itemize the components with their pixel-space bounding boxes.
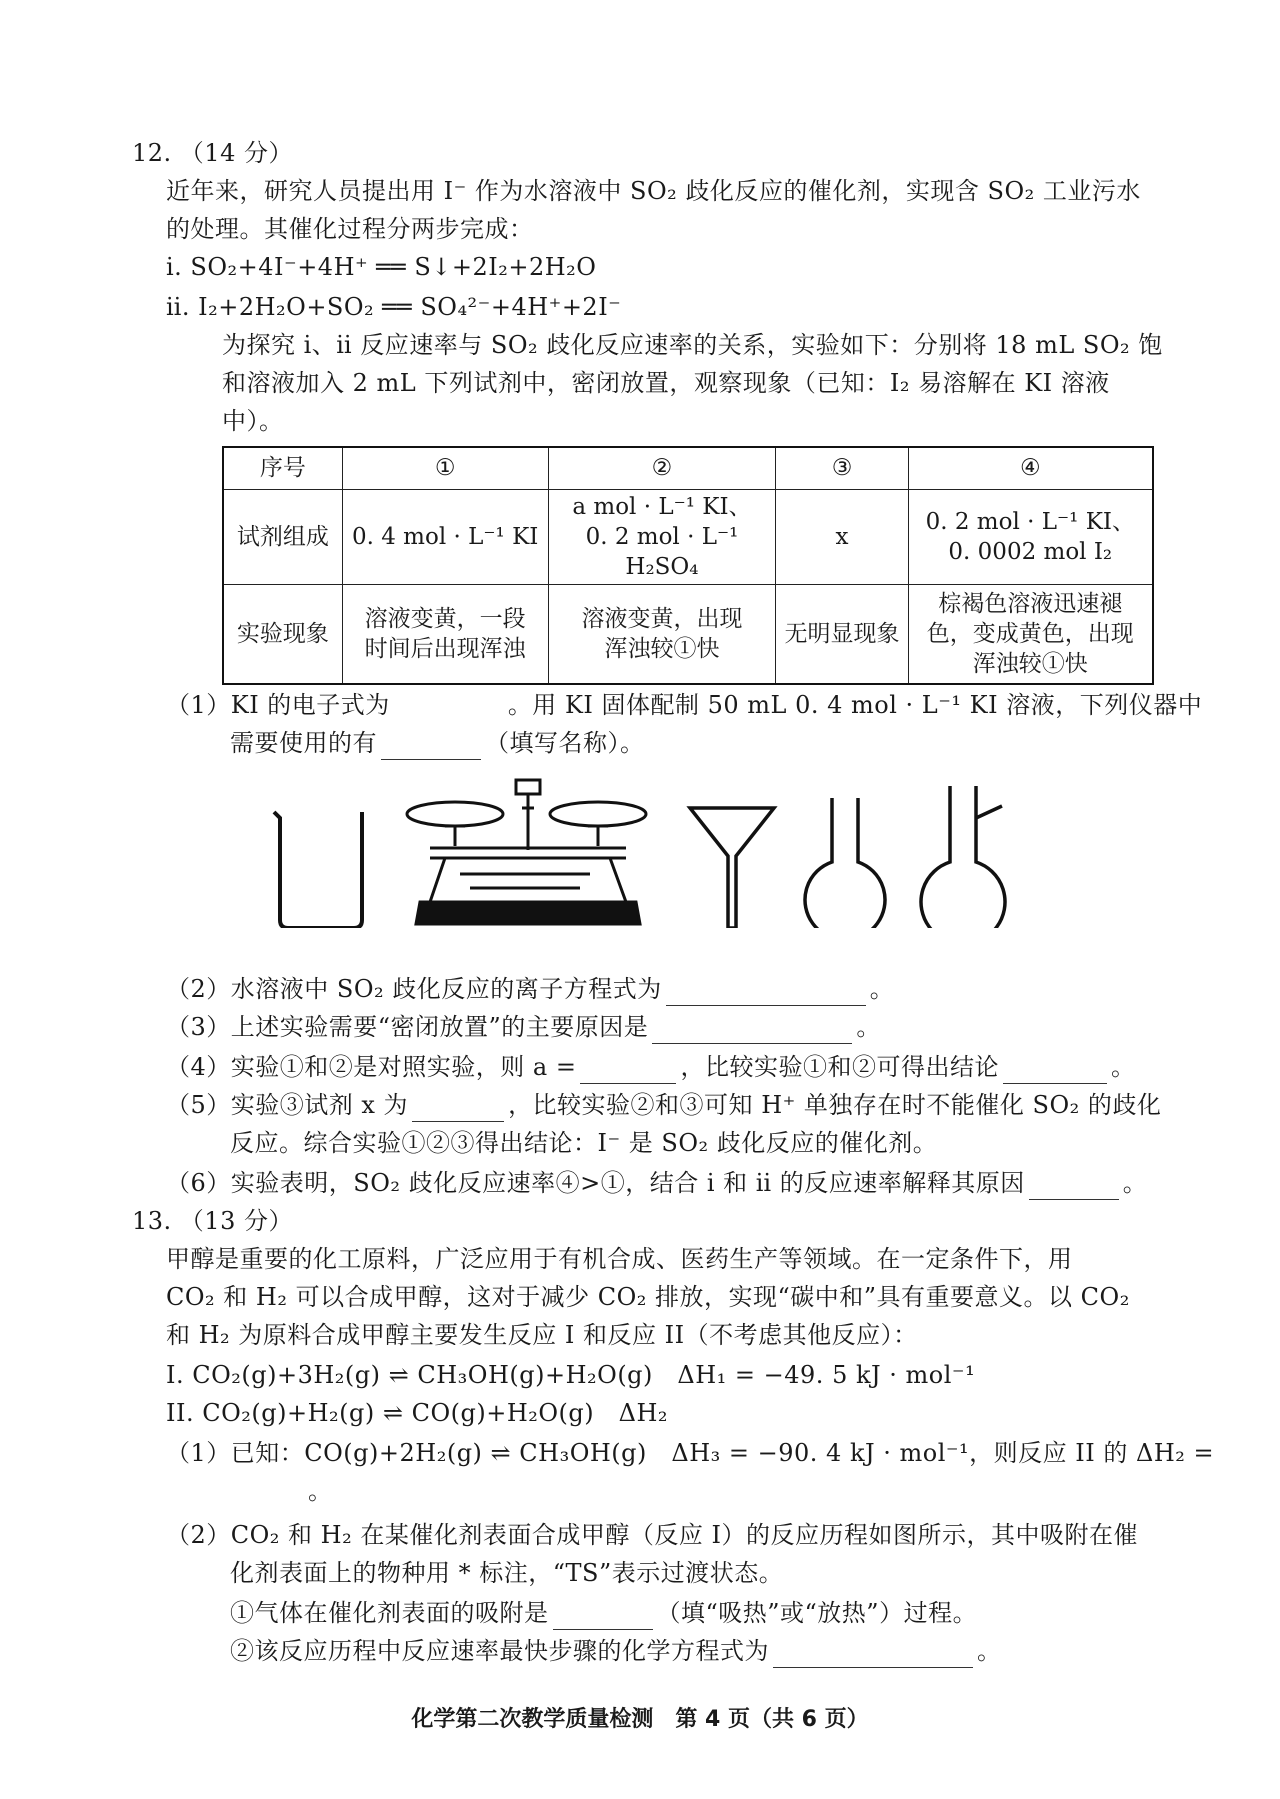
table-row-label: 试剂组成 xyxy=(223,489,342,584)
answer-blank[interactable] xyxy=(412,1095,504,1122)
q12-part4-text-a: （4）实验①和②是对照实验，则 a = xyxy=(166,1053,577,1081)
table-cell: x xyxy=(776,489,908,584)
answer-blank[interactable] xyxy=(580,1057,676,1084)
q12-part2-text: （2）水溶液中 SO₂ 歧化反应的离子方程式为 xyxy=(166,975,662,1003)
q12-intro-line1: 近年来，研究人员提出用 I⁻ 作为水溶液中 SO₂ 歧化反应的催化剂，实现含 SO₂ 工业污水 xyxy=(166,177,1141,205)
table-cell-line: a mol · L⁻¹ KI、 xyxy=(572,493,752,520)
table-cell-line: 色，变成黄色，出现 xyxy=(926,620,1134,647)
period-mark: 。 xyxy=(308,1477,333,1505)
q13-intro-line2: CO₂ 和 H₂ 可以合成甲醇，这对于减少 CO₂ 排放，实现“碳中和”具有重要意义。以 CO₂ xyxy=(166,1283,1130,1311)
period-mark: 。 xyxy=(1122,1169,1148,1197)
table-cell: 无明显现象 xyxy=(776,584,908,684)
page-footer: 化学第二次教学质量检测 第 4 页（共 6 页） xyxy=(411,1707,869,1732)
table-cell-line: 0. 0002 mol I₂ xyxy=(948,538,1113,565)
q12-step-ii: ⅱ. I₂+2H₂O+SO₂ ══ SO₄²⁻+4H⁺+2I⁻ xyxy=(166,293,622,321)
q13-reaction-2: II. CO₂(g)+H₂(g) ⇌ CO(g)+H₂O(g) ΔH₂ xyxy=(166,1399,669,1427)
table-cell-line: 0. 2 mol · L⁻¹ H₂SO₄ xyxy=(585,523,739,580)
period-mark: 。 xyxy=(1110,1053,1136,1081)
q12-part3-text: （3）上述实验需要“密闭放置”的主要原因是 xyxy=(166,1013,649,1041)
table-cell xyxy=(548,584,776,684)
q13-part2-line1: （2）CO₂ 和 H₂ 在某催化剂表面合成甲醇（反应 I）的反应历程如图所示，其中吸附在催 xyxy=(166,1521,1138,1549)
table-header-cell: 序号 xyxy=(223,447,342,489)
q13-part2-sub2-text: ②该反应历程中反应速率最快步骤的化学方程式为 xyxy=(230,1637,769,1665)
table-cell-line: 溶液变黄，一段 xyxy=(364,605,526,632)
table-cell xyxy=(548,489,776,584)
q12-part6 xyxy=(166,1166,1147,1200)
q12-part3 xyxy=(166,1010,881,1044)
table-header-cell: ④ xyxy=(908,447,1153,489)
q12-part5-text-b: ，比较实验②和③可知 H⁺ 单独存在时不能催化 SO₂ 的歧化 xyxy=(508,1091,1162,1119)
q12-explore-line3: 中）。 xyxy=(222,407,284,435)
balance-scale-icon xyxy=(407,780,646,924)
table-row-label: 实验现象 xyxy=(223,584,342,684)
answer-blank[interactable] xyxy=(666,979,866,1006)
table-header-cell: ② xyxy=(548,447,776,489)
distilling-flask-icon xyxy=(921,786,1005,928)
q12-explore-line2: 和溶液加入 2 mL 下列试剂中，密闭放置，观察现象（已知：I₂ 易溶解在 KI 溶液 xyxy=(222,369,1110,397)
q12-part1-text-c: 需要使用的有 xyxy=(230,729,377,757)
table-header-cell: ① xyxy=(342,447,548,489)
q13-header: 13. （13 分） xyxy=(132,1207,293,1235)
q12-part4-text-b: ，比较实验①和②可得出结论 xyxy=(680,1053,999,1081)
table-cell xyxy=(908,584,1153,684)
table-cell-line: 时间后出现浑浊 xyxy=(364,635,526,662)
answer-blank[interactable] xyxy=(553,1603,653,1630)
q13-part2-sub1-text-b: （填“吸热”或“放热”）过程。 xyxy=(656,1599,978,1627)
table-cell-line: 溶液变黄，出现 xyxy=(581,605,743,632)
q12-part5-line2: 反应。综合实验①②③得出结论：I⁻ 是 SO₂ 歧化反应的催化剂。 xyxy=(230,1129,938,1157)
q13-reaction-1: I. CO₂(g)+3H₂(g) ⇌ CH₃OH(g)+H₂O(g) ΔH₁ = −49. 5 kJ · mol⁻¹ xyxy=(166,1361,976,1389)
q12-header: 12. （14 分） xyxy=(132,139,293,167)
round-bottom-flask-icon xyxy=(805,798,885,928)
q12-part5-text-a: （5）实验③试剂 x 为 xyxy=(166,1091,409,1119)
q13-part1-line2 xyxy=(230,1474,333,1508)
q13-part2-sub2 xyxy=(230,1634,1002,1668)
period-mark: 。 xyxy=(869,975,895,1003)
experiment-table xyxy=(222,446,1154,685)
answer-blank[interactable] xyxy=(234,1482,304,1508)
table-cell xyxy=(342,584,548,684)
table-cell-line: 0. 2 mol · L⁻¹ KI、 xyxy=(925,508,1135,535)
q12-part1-text-b: 。用 KI 固体配制 50 mL 0. 4 mol · L⁻¹ KI 溶液，下列仪器中 xyxy=(507,691,1203,719)
q12-part4 xyxy=(166,1050,1135,1084)
q12-intro-line2: 的处理。其催化过程分两步完成： xyxy=(166,215,534,243)
q12-part1-line1 xyxy=(166,688,1202,722)
answer-blank[interactable] xyxy=(652,1017,852,1044)
period-mark: 。 xyxy=(977,1637,1002,1665)
table-cell: 0. 4 mol · L⁻¹ KI xyxy=(342,489,548,584)
q13-part2-line2: 化剂表面上的物种用 * 标注，“TS”表示过渡状态。 xyxy=(230,1559,784,1587)
table-cell-line: 浑浊较①快 xyxy=(972,650,1088,677)
table-header-cell: ③ xyxy=(776,447,908,489)
period-mark: 。 xyxy=(856,1013,881,1041)
q12-part2 xyxy=(166,972,894,1006)
q12-part1-line2 xyxy=(230,726,645,760)
answer-blank[interactable] xyxy=(773,1641,973,1668)
answer-blank[interactable] xyxy=(1029,1173,1119,1200)
q12-part1-text-d: （填写名称）。 xyxy=(485,729,645,757)
q12-step-i: ⅰ. SO₂+4I⁻+4H⁺ ══ S↓+2I₂+2H₂O xyxy=(166,253,597,281)
table-cell-line: 棕褐色溶液迅速褪 xyxy=(938,590,1123,617)
beaker-icon xyxy=(274,812,362,928)
q13-intro-line1: 甲醇是重要的化工原料，广泛应用于有机合成、医药生产等领域。在一定条件下，用 xyxy=(166,1245,1073,1273)
answer-blank[interactable] xyxy=(381,733,481,760)
q13-part2-sub1 xyxy=(230,1596,977,1630)
q12-part6-text: （6）实验表明，SO₂ 歧化反应速率④>①，结合 ⅰ 和 ⅱ 的反应速率解释其原因 xyxy=(166,1169,1025,1197)
table-cell-line: 浑浊较①快 xyxy=(604,635,720,662)
q13-part1-line1: （1）已知：CO(g)+2H₂(g) ⇌ CH₃OH(g) ΔH₃ = −90. 4 kJ · mol⁻¹，则反应 II 的 ΔH₂ = xyxy=(166,1439,1215,1467)
table-cell xyxy=(908,489,1153,584)
answer-blank[interactable] xyxy=(1003,1057,1107,1084)
funnel-icon xyxy=(690,808,774,928)
apparatus-figure xyxy=(270,778,1010,928)
q13-part2-sub1-text-a: ①气体在催化剂表面的吸附是 xyxy=(230,1599,549,1627)
answer-blank[interactable] xyxy=(394,696,504,722)
q12-part1-text-a: （1）KI 的电子式为 xyxy=(166,691,390,719)
q12-part5-line1 xyxy=(166,1088,1161,1122)
q13-intro-line3: 和 H₂ 为原料合成甲醇主要发生反应 I 和反应 II（不考虑其他反应）： xyxy=(166,1321,918,1349)
q12-explore-line1: 为探究 ⅰ、ⅱ 反应速率与 SO₂ 歧化反应速率的关系，实验如下：分别将 18 mL SO₂ 饱 xyxy=(222,331,1163,359)
